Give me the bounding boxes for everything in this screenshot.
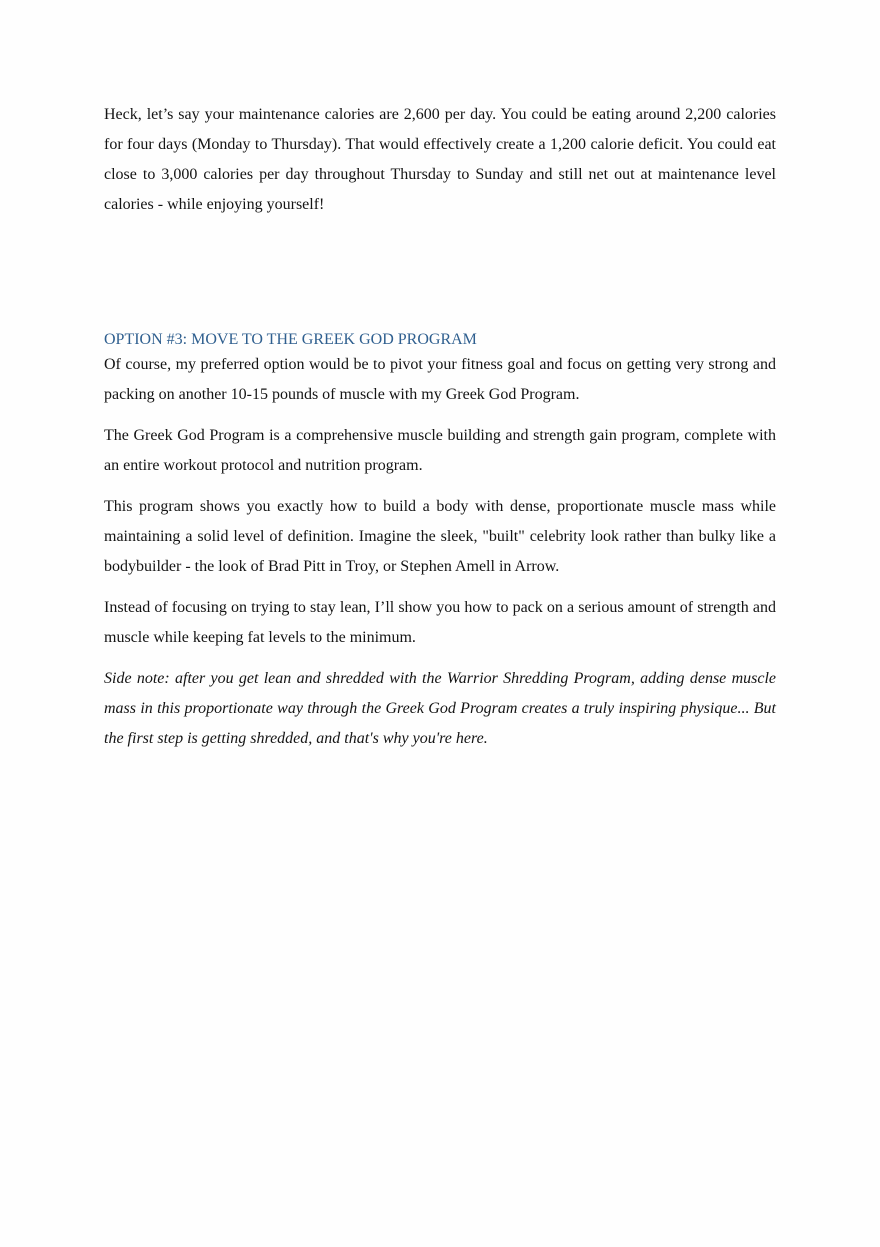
side-note: Side note: after you get lean and shredded with the Warrior Shredding Program, adding dense muscle mass in this proportionate way through the Greek God Program creates a truly inspiring physique... But the first step is getting shredded, and that's why you're here. [104,670,776,747]
paragraph: Of course, my preferred option would be to pivot your fitness goal and focus on getting very strong and packing on another 10-15 pounds of muscle with my Greek God Program. [104,356,776,403]
document-body [104,100,776,765]
paragraph: Instead of focusing on trying to stay lean, I’ll show you how to pack on a serious amount of strength and muscle while keeping fat levels to the minimum. [104,599,776,646]
section-heading: OPTION #3: MOVE TO THE GREEK GOD PROGRAM [104,331,477,348]
intro-paragraph: Heck, let’s say your maintenance calories are 2,600 per day. You could be eating around 2,200 calories for four days (Monday to Thursday). That would effectively create a 1,200 calorie deficit. You could eat close to 3,000 calories per day throughout Thursday to Sunday and still net out at maintenance level calories - while enjoying yourself! [104,106,776,213]
paragraph: This program shows you exactly how to build a body with dense, proportionate muscle mass while maintaining a solid level of definition. Imagine the sleek, "built" celebrity look rather than bulky like a bodybuilder - the look of Brad Pitt in Troy, or Stephen Amell in Arrow. [104,498,776,575]
paragraph: The Greek God Program is a comprehensive muscle building and strength gain program, complete with an entire workout protocol and nutrition program. [104,427,776,474]
